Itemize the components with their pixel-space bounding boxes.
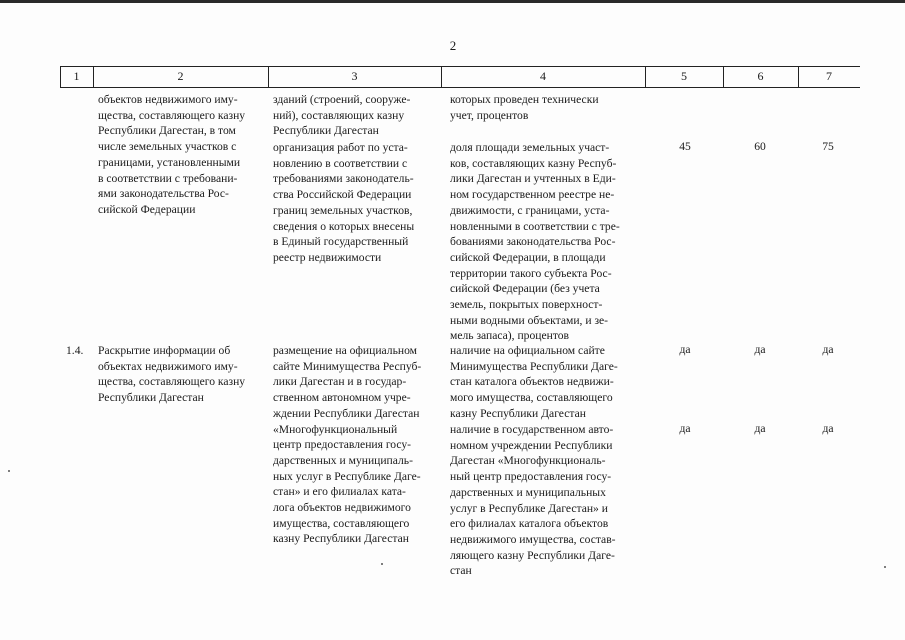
row-b-a-value-col5: да <box>679 343 691 356</box>
text-line: организация работ по уста- <box>273 141 408 154</box>
text-line: числе земельных участков с <box>98 140 237 154</box>
text-line: наличие в государственном авто- <box>450 423 614 436</box>
text-line: центр предоставления госу- <box>273 438 412 452</box>
text-line: объектах недвижимого иму- <box>98 359 238 373</box>
scan-speck <box>884 566 886 568</box>
text-line: сийской Федерации (без учета <box>450 282 600 296</box>
text-line: в Единый государственный <box>273 235 409 249</box>
text-line: сайте Минимущества Респуб- <box>273 359 422 373</box>
header-col-1: 1 <box>73 69 80 83</box>
row-b-b-value-col6: да <box>754 422 766 435</box>
header-col-7: 7 <box>826 69 832 83</box>
text-line: номном учреждении Республики <box>450 438 613 452</box>
row-b-col2-text <box>98 343 264 406</box>
text-line: размещение на официальном <box>273 344 417 357</box>
text-line: щества, составляющего казну <box>98 108 246 122</box>
text-line: сийской Федерации, в площади <box>450 250 606 264</box>
text-line: ном государственном реестре не- <box>450 188 615 202</box>
scan-top-edge <box>0 0 905 3</box>
text-line: новлению в соответствии с <box>273 156 408 170</box>
text-line: его филиалах каталога объектов <box>450 517 609 531</box>
text-line: лики Дагестан и в государ- <box>273 375 407 389</box>
header-top-border <box>60 66 860 67</box>
row-a-col3-top-text <box>273 92 439 139</box>
text-line: ний), составляющих казну <box>273 108 405 122</box>
row-b-a-value-col6: да <box>754 343 766 356</box>
text-line: новленными в соответствии с тре- <box>450 219 620 233</box>
text-line: казну Республики Дагестан <box>273 532 409 546</box>
text-line: ный центр предоставления госу- <box>450 470 612 484</box>
text-line: ства Российской Федерации <box>273 188 412 202</box>
header-col-3: 3 <box>351 69 358 83</box>
header-bottom-border <box>60 87 860 88</box>
header-col-5: 5 <box>681 69 687 83</box>
text-line: мель запаса), процентов <box>450 329 570 343</box>
row-b-b-value-col5: да <box>679 422 691 435</box>
page-number: 2 <box>449 38 457 53</box>
text-line: границ земельных участков, <box>273 203 413 217</box>
text-line: которых проведен технически <box>450 93 599 106</box>
text-line: Республики Дагестан, в том <box>98 124 236 138</box>
row-a-value-col6: 60 <box>754 140 766 153</box>
text-line: Дагестан «Многофункциональ- <box>450 454 606 468</box>
text-line: доля площади земельных участ- <box>450 141 610 154</box>
text-line: щества, составляющего казну <box>98 375 246 389</box>
text-line: в соответствии с требовани- <box>98 171 238 185</box>
text-line: ждении Республики Дагестан <box>273 406 420 420</box>
text-line: земель, покрытых поверхност- <box>450 298 603 312</box>
text-line: Республики Дагестан <box>273 124 379 138</box>
row-a-value-col7: 75 <box>822 140 834 153</box>
row-b-number: 1.4. <box>66 344 84 357</box>
row-a-value-col5: 45 <box>679 140 691 153</box>
text-line: зданий (строений, сооруже- <box>273 93 411 106</box>
row-b-a-value-col7: да <box>822 343 834 356</box>
text-line: дарственных и муниципаль- <box>273 453 413 467</box>
text-line: ляющего казну Республики Даге- <box>450 548 615 562</box>
text-line: сведения о которых внесены <box>273 219 415 233</box>
text-line: мого имущества, составляющего <box>450 391 613 405</box>
row-b-b-value-col7: да <box>822 422 834 435</box>
header-col-6: 6 <box>757 69 764 83</box>
text-line: Раскрытие информации об <box>98 344 231 357</box>
text-line: бованиями законодательства Рос- <box>450 235 616 249</box>
text-line: требованиями законодатель- <box>273 172 414 186</box>
row-b-col3-text <box>273 343 439 547</box>
text-line: имущества, составляющего <box>273 516 410 530</box>
text-line: «Многофункциональный <box>273 422 398 436</box>
text-line: наличие на официальном сайте <box>450 344 605 357</box>
text-line: стан каталога объектов недвижи- <box>450 375 614 389</box>
scan-speck <box>8 470 10 472</box>
row-a-col3-text <box>273 140 439 266</box>
text-line: Минимущества Республики Даге- <box>450 359 618 373</box>
row-b-col4-indicator-b <box>450 422 640 579</box>
text-line: движимости, с границами, уста- <box>450 203 610 217</box>
row-a-col4-top-text <box>450 92 640 123</box>
text-line: ственном автономном учре- <box>273 391 411 405</box>
text-line: дарственных и муниципальных <box>450 485 606 499</box>
text-line: лики Дагестан и учтенных в Еди- <box>450 172 616 186</box>
text-line: реестр недвижимости <box>273 250 382 264</box>
text-line: казну Республики Дагестан <box>450 406 586 420</box>
header-col-2: 2 <box>177 69 184 83</box>
row-a-col2-text <box>98 92 264 218</box>
text-line: ями законодательства Рос- <box>98 187 229 201</box>
text-line: стан» и его филиалах ката- <box>273 485 406 499</box>
text-line: услуг в Республике Дагестан» и <box>450 501 608 515</box>
text-line: стан <box>450 564 472 578</box>
text-line: учет, процентов <box>450 108 529 122</box>
text-line: недвижимого имущества, состав- <box>450 532 616 546</box>
text-line: территории такого субъекта Рос- <box>450 266 612 280</box>
scan-speck <box>381 563 383 565</box>
text-line: сийской Федерации <box>98 202 196 216</box>
text-line: ков, составляющих казну Респуб- <box>450 156 617 170</box>
text-line: ными водными объектами, и зе- <box>450 313 609 327</box>
row-b-col4-indicator-a <box>450 343 640 422</box>
text-line: Республики Дагестан <box>98 391 204 405</box>
text-line: объектов недвижимого иму- <box>98 93 238 106</box>
text-line: лога объектов недвижимого <box>273 501 411 515</box>
text-line: ных услуг в Республике Даге- <box>273 469 421 483</box>
header-col-4: 4 <box>540 69 546 83</box>
text-line: границами, установленными <box>98 155 241 169</box>
row-a-col4-text <box>450 140 640 344</box>
